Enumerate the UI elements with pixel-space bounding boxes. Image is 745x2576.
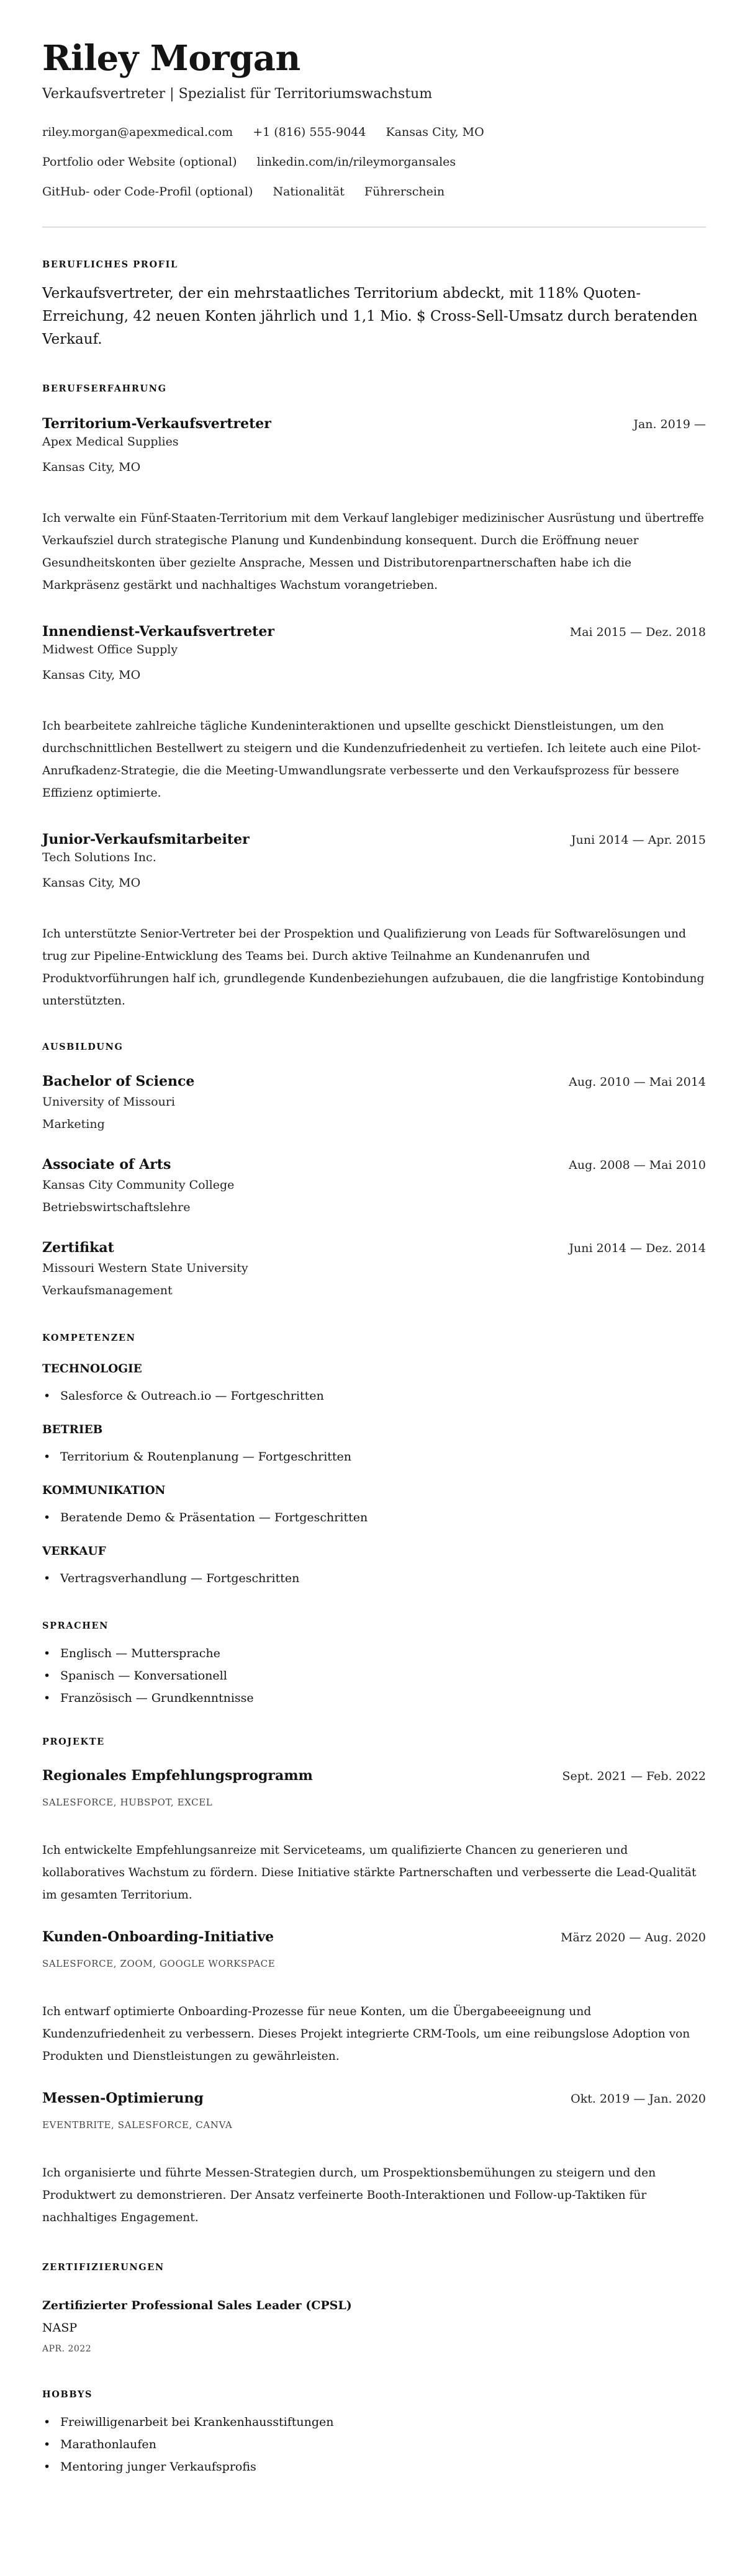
skill-list	[42, 1508, 706, 1527]
school-name: Kansas City Community College	[42, 1178, 235, 1192]
job-header	[42, 414, 706, 433]
job-entry	[42, 830, 706, 1013]
github-link[interactable]: GitHub- oder Code-Profil (optional)	[42, 185, 253, 199]
job-location: Kansas City, MO	[42, 460, 141, 474]
school-name: University of Missouri	[42, 1095, 176, 1109]
job-entry	[42, 414, 706, 597]
language-item: • Französisch — Grundkenntnisse	[42, 1687, 706, 1709]
project-description: Ich entwickelte Empfehlungsanreize mit Serviceteams, um qualifizierte Chancen zu generieren und kollaboratives Wachstum zu fördern. Diese Initiative stärkte Partnerschaften und verbesserte die Lead-Qualität im gesamten Territorium.	[42, 1844, 697, 1902]
project-description: Ich organisierte und führte Messen-Strategien durch, um Prospektionsbemühungen zu steigern und den Produktwert zu demonstrieren. Der Ansatz verfeinerte Booth-Interaktionen und Follow-up-Taktiken für nachhaltiges Engagement.	[42, 2167, 656, 2224]
job-description: Ich bearbeitete zahlreiche tägliche Kundeninteraktionen und upsellte geschickt Dienstleistungen, um den durchschnittlichen Bestellwert zu steigern und die Kundenzufriedenheit zu vertiefen. Ich leitete auch eine Pilot-Anrufkadenz-Strategie, die die Meeting-Umwandlungsrate verbesserte und den Verkaufsprozess für bessere Effizienz optimierte.	[42, 720, 701, 800]
education-header	[42, 1238, 706, 1257]
education-entry	[42, 1155, 706, 1215]
candidate-headline: Verkaufsvertreter | Spezialist für Territoriumswachstum	[42, 86, 433, 102]
company-name: Apex Medical Supplies	[42, 435, 179, 449]
project-technologies: SALESFORCE, ZOOM, GOOGLE WORKSPACE	[42, 1958, 276, 1969]
skill-category: KOMMUNIKATION	[42, 1484, 166, 1497]
job-title: Territorium-Verkaufsvertreter	[42, 416, 271, 432]
project-title: Regionales Empfehlungsprogramm	[42, 1768, 313, 1784]
languages-section	[42, 1620, 706, 1709]
language-item: • Spanisch — Konversationell	[42, 1665, 706, 1687]
project-header	[42, 2089, 706, 2108]
field-of-study: Marketing	[42, 1117, 105, 1131]
education-dates: Aug. 2008 — Mai 2010	[569, 1158, 706, 1172]
project-title: Kunden-Onboarding-Initiative	[42, 1929, 274, 1945]
job-location: Kansas City, MO	[42, 668, 141, 682]
section-title: SPRACHEN	[42, 1621, 109, 1631]
project-description: Ich entwarf optimierte Onboarding-Prozesse für neue Konten, um die Übergabeeeignung und Kundenzufriedenheit zu verbessern. Dieses Projekt integrierte CRM-Tools, um eine reibungslose Adoption von Produkten und Dienstleistungen zu gewährleisten.	[42, 2005, 690, 2063]
education-section	[42, 1041, 706, 1299]
job-title: Innendienst-Verkaufsvertreter	[42, 624, 274, 640]
project-technologies: EVENTBRITE, SALESFORCE, CANVA	[42, 2119, 233, 2131]
skill-item: • Beratende Demo & Präsentation — Fortgeschritten	[42, 1508, 706, 1527]
degree: Zertifikat	[42, 1240, 114, 1256]
candidate-name: Riley Morgan	[42, 38, 300, 79]
job-header	[42, 622, 706, 641]
phone-number[interactable]: +1 (816) 555-9044	[253, 125, 366, 139]
drivers-license: Führerschein	[364, 185, 445, 199]
job-dates: Mai 2015 — Dez. 2018	[569, 625, 706, 639]
section-title: PROJEKTE	[42, 1737, 105, 1747]
section-title: AUSBILDUNG	[42, 1042, 124, 1052]
hobby-item: • Marathonlaufen	[42, 2433, 706, 2456]
skill-category: VERKAUF	[42, 1545, 106, 1558]
project-dates: Sept. 2021 — Feb. 2022	[562, 1769, 706, 1783]
skill-item: • Territorium & Routenplanung — Fortgeschritten	[42, 1447, 706, 1466]
job-description: Ich verwalte ein Fünf-Staaten-Territorium mit dem Verkauf langlebiger medizinischer Ausrüstung und übertreffe Verkaufsziel durch strategische Planung und Kundenbindung konsequent. Durch die Eröffnung neuer Gesundheitskonten über gezielte Ansprache, Messen und Distributorenpartnerschaften habe ich die Markpräsenz gestärkt und nachhaltiges Wachstum vorangetrieben.	[42, 512, 704, 592]
section-title: BERUFSERFAHRUNG	[42, 383, 167, 394]
section-title: KOMPETENZEN	[42, 1333, 136, 1343]
experience-section	[42, 383, 706, 1013]
skills-section	[42, 1332, 706, 1588]
certification-date: APR. 2022	[42, 2344, 92, 2354]
linkedin-link[interactable]: linkedin.com/in/rileymorgansales	[256, 155, 456, 169]
job-location: Kansas City, MO	[42, 876, 141, 890]
project-entry	[42, 1928, 706, 2068]
certification-name: Zertifizierter Professional Sales Leader (CPSL)	[42, 2299, 352, 2312]
skill-list	[42, 1447, 706, 1466]
hobby-item: • Mentoring junger Verkaufsprofis	[42, 2456, 706, 2478]
skill-item: • Vertragsverhandlung — Fortgeschritten	[42, 1569, 706, 1588]
contact-row	[42, 153, 706, 171]
certifications-section	[42, 2261, 706, 2355]
field-of-study: Verkaufsmanagement	[42, 1284, 173, 1297]
job-dates: Juni 2014 — Apr. 2015	[571, 833, 706, 847]
project-dates: Okt. 2019 — Jan. 2020	[571, 2092, 706, 2106]
hobbies-section	[42, 2389, 706, 2478]
language-item: • Englisch — Muttersprache	[42, 1642, 706, 1665]
profile-section	[42, 259, 706, 351]
projects-section	[42, 1736, 706, 2229]
school-name: Missouri Western State University	[42, 1261, 248, 1275]
education-header	[42, 1072, 706, 1091]
education-dates: Juni 2014 — Dez. 2014	[569, 1241, 706, 1255]
project-technologies: SALESFORCE, HUBSPOT, EXCEL	[42, 1797, 213, 1808]
email-link[interactable]: riley.morgan@apexmedical.com	[42, 125, 233, 139]
contact-row	[42, 182, 706, 201]
contact-row	[42, 123, 706, 141]
education-entry	[42, 1238, 706, 1299]
job-description: Ich unterstützte Senior-Vertreter bei der Prospektion und Qualifizierung von Leads für Softwarelösungen und trug zur Pipeline-Entwicklung des Teams bei. Durch aktive Teilnahme an Kundenanrufen und Produktvorführungen half ich, grundlegende Kundenbeziehungen aufzubauen, die die langfristige Kontobindung unterstützten.	[42, 928, 705, 1008]
skill-category: TECHNOLOGIE	[42, 1362, 142, 1375]
resume-header	[42, 38, 706, 201]
header-divider	[42, 226, 706, 228]
education-dates: Aug. 2010 — Mai 2014	[569, 1075, 706, 1089]
portfolio-link[interactable]: Portfolio oder Website (optional)	[42, 155, 237, 169]
skill-item: • Salesforce & Outreach.io — Fortgeschritten	[42, 1387, 706, 1405]
job-title: Junior-Verkaufsmitarbeiter	[42, 831, 250, 847]
skill-list	[42, 1387, 706, 1405]
project-header	[42, 1766, 706, 1785]
skill-category: BETRIEB	[42, 1423, 103, 1436]
hobby-item: • Freiwilligenarbeit bei Krankenhausstiftungen	[42, 2411, 706, 2433]
project-entry	[42, 2089, 706, 2229]
nationality: Nationalität	[273, 185, 345, 199]
job-header	[42, 830, 706, 849]
skill-list	[42, 1569, 706, 1588]
resume	[0, 38, 745, 2478]
location: Kansas City, MO	[386, 125, 484, 139]
profile-summary: Verkaufsvertreter, der ein mehrstaatliches Territorium abdeckt, mit 118% Quoten-Erreichung, 42 neuen Konten jährlich und 1,1 Mio. $ Cross-Sell-Umsatz durch beratenden Verkauf.	[42, 285, 698, 347]
job-dates: Jan. 2019 —	[633, 418, 706, 431]
degree: Associate of Arts	[42, 1156, 171, 1173]
education-header	[42, 1155, 706, 1174]
job-entry	[42, 622, 706, 805]
section-title: BERUFLICHES PROFIL	[42, 259, 178, 270]
project-header	[42, 1928, 706, 1946]
education-entry	[42, 1072, 706, 1132]
certification-issuer: NASP	[42, 2321, 78, 2335]
project-entry	[42, 1766, 706, 1907]
degree: Bachelor of Science	[42, 1073, 195, 1089]
project-dates: März 2020 — Aug. 2020	[561, 1931, 706, 1944]
company-name: Tech Solutions Inc.	[42, 851, 156, 864]
section-title: ZERTIFIZIERUNGEN	[42, 2262, 165, 2273]
field-of-study: Betriebswirtschaftslehre	[42, 1201, 191, 1214]
company-name: Midwest Office Supply	[42, 643, 178, 656]
project-title: Messen-Optimierung	[42, 2090, 204, 2106]
section-title: HOBBYS	[42, 2389, 93, 2400]
